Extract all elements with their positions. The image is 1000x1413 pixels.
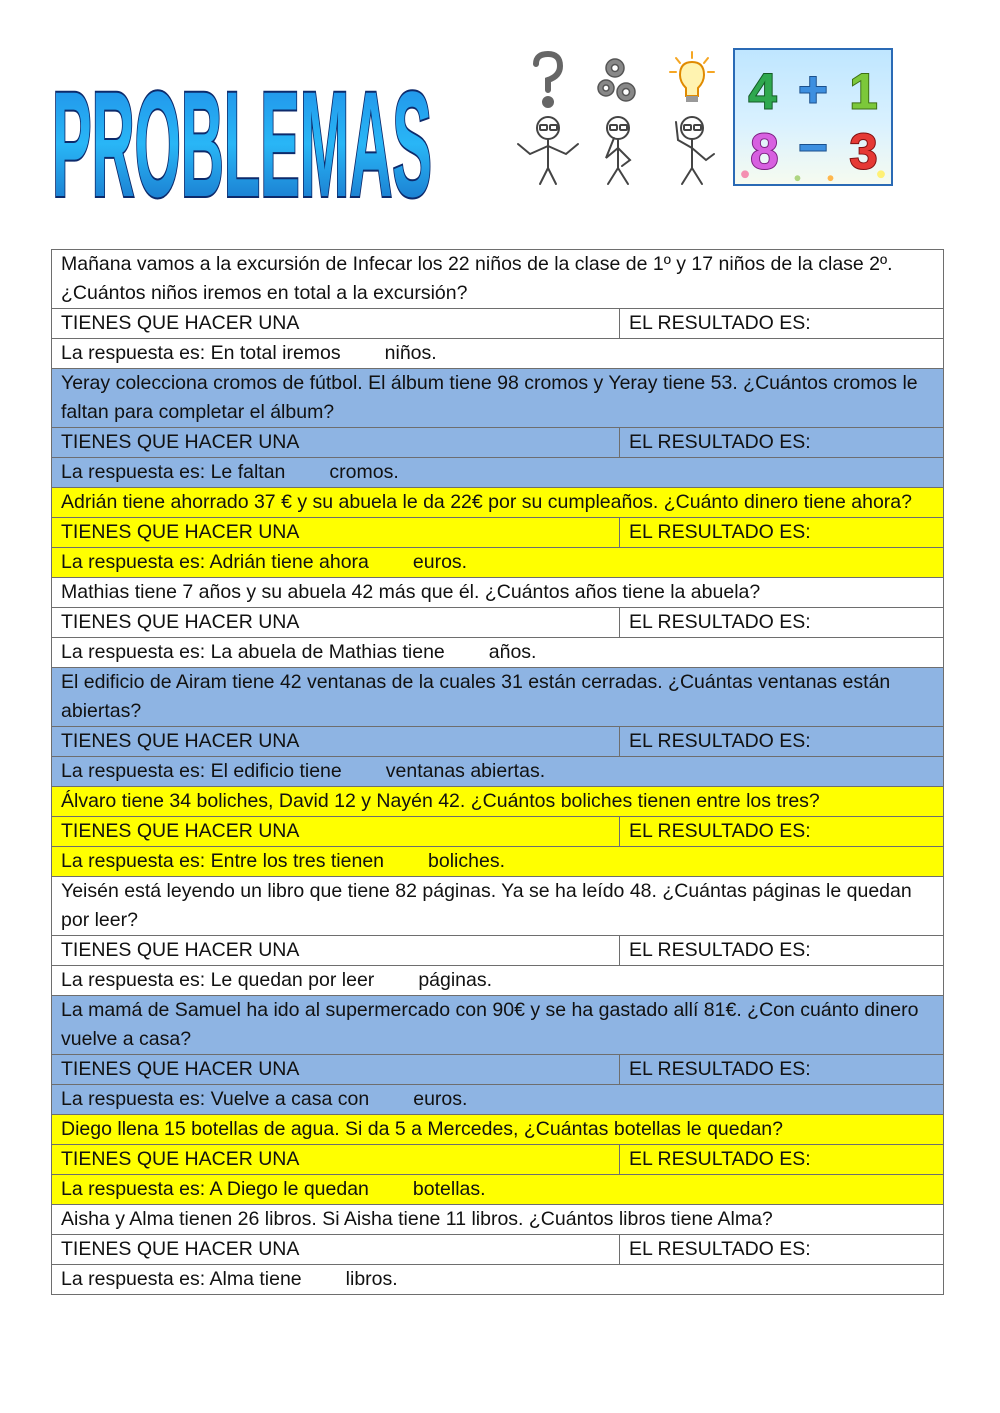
operation-cell[interactable] xyxy=(52,428,620,458)
answer-text-before: La respuesta es: En total iremos xyxy=(61,342,341,364)
math-tile-digit: 1 xyxy=(849,62,878,120)
math-tile-operator: + xyxy=(798,60,828,118)
answer-cell xyxy=(52,1175,944,1205)
problem-question-row xyxy=(52,369,944,428)
problems-body xyxy=(52,250,944,1295)
answer-text-before: La respuesta es: La abuela de Mathias tiene xyxy=(61,641,445,663)
problem-answer-row xyxy=(52,339,944,369)
operation-label: TIENES QUE HACER UNA xyxy=(61,611,300,633)
operation-label: TIENES QUE HACER UNA xyxy=(61,1238,300,1260)
problem-question-row xyxy=(52,787,944,817)
operation-label: TIENES QUE HACER UNA xyxy=(61,1148,300,1170)
operation-cell[interactable] xyxy=(52,608,620,638)
operation-label: TIENES QUE HACER UNA xyxy=(61,431,300,453)
problem-answer-row xyxy=(52,548,944,578)
answer-text-after: cromos. xyxy=(329,461,399,483)
problem-question-row xyxy=(52,250,944,309)
problem-question: La mamá de Samuel ha ido al supermercado con 90€ y se ha gastado allí 81€. ¿Con cuánto dinero vuelve a casa? xyxy=(52,996,944,1055)
answer-cell xyxy=(52,458,944,488)
problem-answer-row xyxy=(52,966,944,996)
problem-question-row xyxy=(52,1205,944,1235)
operation-cell[interactable] xyxy=(52,936,620,966)
problem-question: Diego llena 15 botellas de agua. Si da 5 a Mercedes, ¿Cuántas botellas le quedan? xyxy=(52,1115,944,1145)
operation-label: TIENES QUE HACER UNA xyxy=(61,939,300,961)
problem-answer-row xyxy=(52,1265,944,1295)
problem-work-row xyxy=(52,727,944,757)
gears-icon xyxy=(598,59,635,101)
result-label: EL RESULTADO ES: xyxy=(629,312,811,334)
answer-text-after: años. xyxy=(488,641,537,663)
answer-text-before: La respuesta es: Adrián tiene ahora xyxy=(61,551,369,573)
result-label: EL RESULTADO ES: xyxy=(629,431,811,453)
answer-text-after: botellas. xyxy=(412,1178,486,1200)
result-cell[interactable] xyxy=(620,727,944,757)
problem-question-row xyxy=(52,668,944,727)
result-cell[interactable] xyxy=(620,309,944,339)
question-mark-icon xyxy=(536,54,560,105)
result-label: EL RESULTADO ES: xyxy=(629,939,811,961)
operation-cell[interactable] xyxy=(52,1055,620,1085)
problem-question-row xyxy=(52,488,944,518)
result-cell[interactable] xyxy=(620,1055,944,1085)
problem-answer-row xyxy=(52,1175,944,1205)
answer-cell xyxy=(52,1085,944,1115)
answer-text-after: euros. xyxy=(413,1088,468,1110)
problem-answer-row xyxy=(52,458,944,488)
answer-text-after: ventanas abiertas. xyxy=(385,760,546,782)
problem-question: Adrián tiene ahorrado 37 € y su abuela le da 22€ por su cumpleaños. ¿Cuánto dinero tiene ahora? xyxy=(52,488,944,518)
page-title-text: PROBLEMAS xyxy=(52,60,432,223)
problem-work-row xyxy=(52,1235,944,1265)
result-label: EL RESULTADO ES: xyxy=(629,611,811,633)
answer-text-after: libros. xyxy=(345,1268,398,1290)
problem-question-row xyxy=(52,877,944,936)
answer-cell xyxy=(52,1265,944,1295)
result-cell[interactable] xyxy=(620,608,944,638)
problem-question: Yeisén está leyendo un libro que tiene 82 páginas. Ya se ha leído 48. ¿Cuántas páginas le quedan por leer? xyxy=(52,877,944,936)
problem-answer-row xyxy=(52,847,944,877)
operation-label: TIENES QUE HACER UNA xyxy=(61,312,300,334)
problem-question-row xyxy=(52,578,944,608)
answer-text-before: La respuesta es: Entre los tres tienen xyxy=(61,850,385,872)
operation-cell[interactable] xyxy=(52,1145,620,1175)
answer-text-after: páginas. xyxy=(418,969,493,991)
answer-text-before: La respuesta es: Vuelve a casa con xyxy=(61,1088,370,1110)
problem-work-row xyxy=(52,309,944,339)
problem-question-row xyxy=(52,1115,944,1145)
thinking-figures-illustration xyxy=(500,50,725,190)
operation-cell[interactable] xyxy=(52,817,620,847)
result-cell[interactable] xyxy=(620,428,944,458)
result-cell[interactable] xyxy=(620,1235,944,1265)
answer-cell xyxy=(52,638,944,668)
result-cell[interactable] xyxy=(620,817,944,847)
answer-cell xyxy=(52,966,944,996)
problem-work-row xyxy=(52,518,944,548)
answer-text-before: La respuesta es: El edificio tiene xyxy=(61,760,342,782)
problem-question: Aisha y Alma tienen 26 libros. Si Aisha tiene 11 libros. ¿Cuántos libros tiene Alma? xyxy=(52,1205,944,1235)
problem-answer-row xyxy=(52,1085,944,1115)
stick-figure-idea xyxy=(676,117,714,184)
problem-work-row xyxy=(52,1055,944,1085)
operation-cell[interactable] xyxy=(52,727,620,757)
page-title xyxy=(45,48,440,223)
math-tile-digit: 8 xyxy=(750,122,779,180)
answer-text-before: La respuesta es: Le quedan por leer xyxy=(61,969,375,991)
math-tile-digit: 3 xyxy=(849,122,878,180)
stick-figure-shrug xyxy=(518,117,578,184)
result-label: EL RESULTADO ES: xyxy=(629,820,811,842)
problem-question-row xyxy=(52,996,944,1055)
answer-cell xyxy=(52,548,944,578)
problem-work-row xyxy=(52,936,944,966)
math-tile-digit: 4 xyxy=(748,62,777,120)
problem-question: Mañana vamos a la excursión de Infecar los 22 niños de la clase de 1º y 17 niños de la clase 2º. ¿Cuántos niños iremos en total a la excursión? xyxy=(52,250,944,309)
answer-cell xyxy=(52,339,944,369)
stick-figure-thinking xyxy=(606,117,630,184)
operation-label: TIENES QUE HACER UNA xyxy=(61,820,300,842)
result-label: EL RESULTADO ES: xyxy=(629,1058,811,1080)
problem-work-row xyxy=(52,608,944,638)
math-tile-illustration xyxy=(733,48,893,186)
problem-answer-row xyxy=(52,638,944,668)
problem-work-row xyxy=(52,817,944,847)
answer-text-after: niños. xyxy=(384,342,437,364)
operation-label: TIENES QUE HACER UNA xyxy=(61,1058,300,1080)
problem-work-row xyxy=(52,428,944,458)
problem-answer-row xyxy=(52,757,944,787)
answer-text-before: La respuesta es: A Diego le quedan xyxy=(61,1178,369,1200)
math-tile-operator: − xyxy=(798,118,828,176)
answer-text-after: boliches. xyxy=(428,850,505,872)
result-cell[interactable] xyxy=(620,936,944,966)
result-cell[interactable] xyxy=(620,1145,944,1175)
problem-question: Mathias tiene 7 años y su abuela 42 más que él. ¿Cuántos años tiene la abuela? xyxy=(52,578,944,608)
answer-cell xyxy=(52,847,944,877)
problem-question: Yeray colecciona cromos de fútbol. El álbum tiene 98 cromos y Yeray tiene 53. ¿Cuántos cromos le faltan para completar el álbum? xyxy=(52,369,944,428)
problem-question: Álvaro tiene 34 boliches, David 12 y Nayén 42. ¿Cuántos boliches tienen entre los tres? xyxy=(52,787,944,817)
result-cell[interactable] xyxy=(620,518,944,548)
result-label: EL RESULTADO ES: xyxy=(629,730,811,752)
problem-work-row xyxy=(52,1145,944,1175)
operation-cell[interactable] xyxy=(52,309,620,339)
result-label: EL RESULTADO ES: xyxy=(629,1148,811,1170)
answer-cell xyxy=(52,757,944,787)
result-label: EL RESULTADO ES: xyxy=(629,521,811,543)
operation-cell[interactable] xyxy=(52,1235,620,1265)
answer-text-after: euros. xyxy=(412,551,468,573)
result-label: EL RESULTADO ES: xyxy=(629,1238,811,1260)
operation-label: TIENES QUE HACER UNA xyxy=(61,521,300,543)
problems-table xyxy=(51,249,944,1295)
operation-label: TIENES QUE HACER UNA xyxy=(61,730,300,752)
operation-cell[interactable] xyxy=(52,518,620,548)
answer-text-before: La respuesta es: Le faltan xyxy=(61,461,286,483)
problem-question: El edificio de Airam tiene 42 ventanas de la cuales 31 están cerradas. ¿Cuántas ventanas están abiertas? xyxy=(52,668,944,727)
lightbulb-icon xyxy=(670,52,714,102)
answer-text-before: La respuesta es: Alma tiene xyxy=(61,1268,302,1290)
